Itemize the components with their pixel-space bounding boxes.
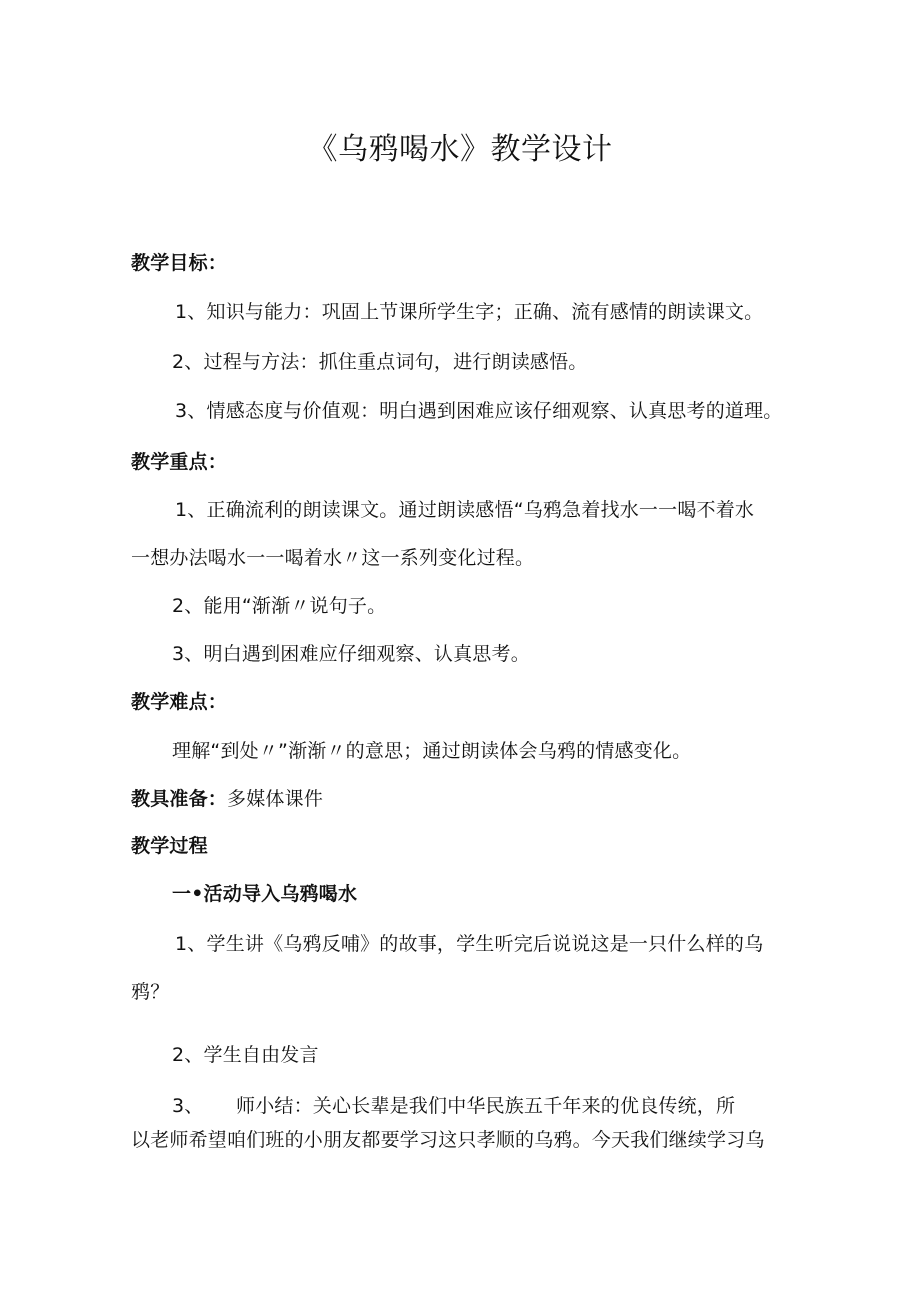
process-heading: 教学过程 bbox=[131, 835, 208, 857]
materials-line bbox=[131, 787, 323, 811]
process-step-1-line-2: 鸦？ bbox=[131, 981, 170, 1003]
key-point-3: 3、明白遇到困难应仔细观察、认真思考。 bbox=[172, 643, 530, 665]
process-step-1-line-1: 1、学生讲《乌鸦反哺》的故事，学生听完后说说这是一只什么样的乌 bbox=[175, 933, 764, 955]
objective-item-1: 1、知识与能力：巩固上节课所学生字；正确、流有感情的朗读课文。 bbox=[175, 301, 764, 323]
key-point-1-line-1: 1、正确流利的朗读课文。通过朗读感悟“乌鸦急着找水一一喝不着水 bbox=[175, 499, 755, 521]
materials-label: 教具准备： bbox=[131, 788, 228, 810]
key-point-1-line-2: 一想办法喝水一一喝着水〃这一系列变化过程。 bbox=[131, 547, 535, 569]
process-step-2: 2、学生自由发言 bbox=[172, 1044, 319, 1066]
difficulties-text: 理解“到处〃”渐渐〃的意思；通过朗读体会乌鸦的情感变化。 bbox=[172, 740, 692, 762]
document-title: 《乌鸦喝水》教学设计 bbox=[307, 132, 613, 167]
process-step-3-line-2: 以老师希望咱们班的小朋友都要学习这只孝顺的乌鸦。今天我们继续学习乌 bbox=[131, 1129, 765, 1151]
process-section-1-title: 一•活动导入乌鸦喝水 bbox=[172, 883, 358, 905]
difficulties-heading: 教学难点： bbox=[131, 691, 228, 713]
objective-item-3: 3、情感态度与价值观：明白遇到困难应该仔细观察、认真思考的道理。 bbox=[175, 400, 783, 422]
objective-item-2: 2、过程与方法：抓住重点词句，进行朗读感悟。 bbox=[172, 351, 588, 373]
process-step-3-number: 3、 bbox=[172, 1095, 204, 1117]
process-step-3-line-1: 师小结：关心长辈是我们中华民族五千年来的优良传统，所 bbox=[236, 1095, 736, 1117]
materials-value: 多媒体课件 bbox=[227, 788, 324, 810]
key-points-heading: 教学重点： bbox=[131, 451, 228, 473]
objectives-heading: 教学目标： bbox=[131, 252, 228, 274]
key-point-2: 2、能用“渐渐〃说句子。 bbox=[172, 595, 387, 617]
